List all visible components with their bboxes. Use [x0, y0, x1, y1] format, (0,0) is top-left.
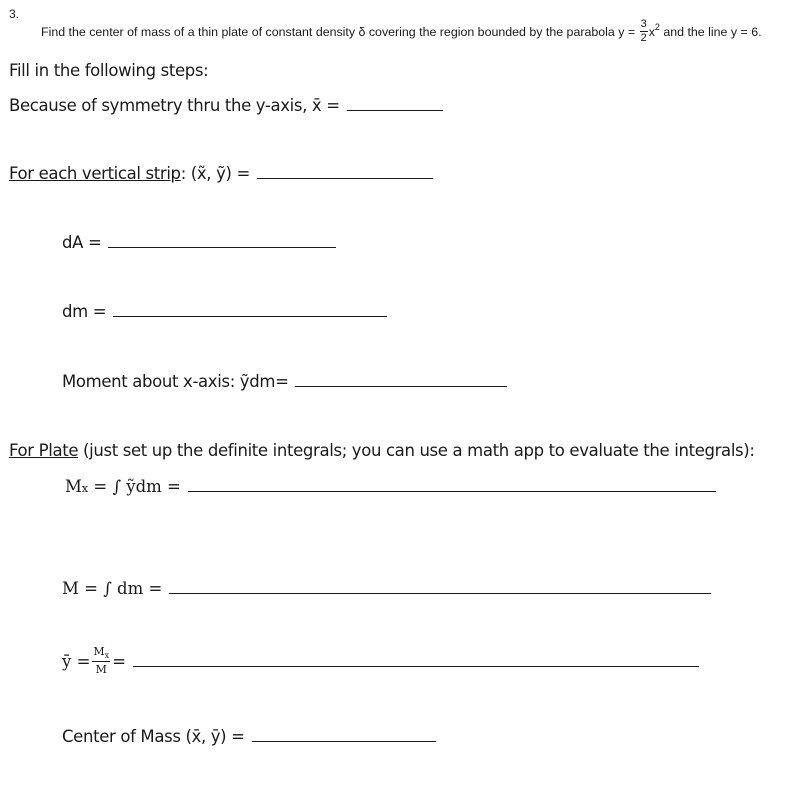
ybar-equals: = — [112, 652, 127, 672]
dm-step — [62, 302, 387, 321]
symmetry-step — [9, 96, 443, 115]
problem-statement — [41, 20, 762, 45]
plate-instructions: (just set up the definite integrals; you can use a math app to evaluate the integrals): — [78, 441, 755, 460]
moment-x-answer-blank[interactable] — [295, 385, 507, 387]
ybar-answer-blank[interactable] — [133, 665, 699, 667]
vertical-strip-step — [9, 164, 433, 183]
M-integral-step — [62, 579, 711, 598]
ybar-num-sub: x — [104, 651, 110, 661]
ybar-step — [62, 645, 699, 677]
Mx-M: M — [65, 477, 82, 496]
problem-text-before: Find the center of mass of a thin plate of constant density δ covering the region bounded by the parabola y = — [41, 24, 636, 39]
problem-number: 3. — [9, 7, 20, 21]
M-answer-blank[interactable] — [169, 592, 711, 594]
dA-label: dA = — [62, 233, 102, 252]
plate-step — [9, 441, 755, 460]
dm-answer-blank[interactable] — [113, 315, 387, 317]
parabola-coefficient-fraction — [640, 19, 648, 44]
dA-step — [62, 233, 336, 252]
center-of-mass-answer-blank[interactable] — [252, 740, 436, 742]
center-of-mass-label: Center of Mass (x̄, ȳ) = — [62, 727, 245, 746]
problem-text-after: and the line y = 6. — [663, 24, 762, 39]
moment-x-label: Moment about x-axis: ỹdm= — [62, 372, 289, 391]
Mx-rest: = ∫ ỹdm = — [88, 477, 181, 496]
ybar-fraction-denominator: M — [95, 663, 107, 677]
fraction-denominator: 2 — [640, 32, 647, 44]
Mx-integral-step — [65, 477, 716, 496]
ybar-fraction-numerator — [92, 646, 110, 662]
symmetry-answer-blank[interactable] — [347, 109, 443, 111]
Mx-subscript: x — [81, 482, 89, 495]
ybar-fraction — [92, 646, 110, 675]
dm-label: dm = — [62, 302, 107, 321]
Mx-label — [65, 477, 181, 496]
M-label: M = ∫ dm = — [62, 579, 163, 598]
exponent: 2 — [654, 21, 660, 32]
vertical-strip-rest: : (x̃, ỹ) = — [180, 164, 250, 183]
plate-label: For Plate — [9, 441, 79, 460]
symmetry-label: Because of symmetry thru the y-axis, x̄ = — [9, 96, 340, 115]
dA-answer-blank[interactable] — [108, 246, 336, 248]
center-of-mass-step — [62, 727, 436, 746]
ybar-label: ȳ = — [62, 652, 91, 672]
Mx-answer-blank[interactable] — [188, 490, 716, 492]
steps-intro: Fill in the following steps: — [9, 61, 209, 80]
fraction-numerator: 3 — [640, 18, 647, 30]
strip-centroid-blank[interactable] — [257, 177, 433, 179]
ybar-num-M: M — [93, 645, 105, 658]
vertical-strip-label: For each vertical strip — [9, 164, 181, 183]
moment-x-step — [62, 372, 507, 391]
variable-x: x — [648, 24, 655, 39]
